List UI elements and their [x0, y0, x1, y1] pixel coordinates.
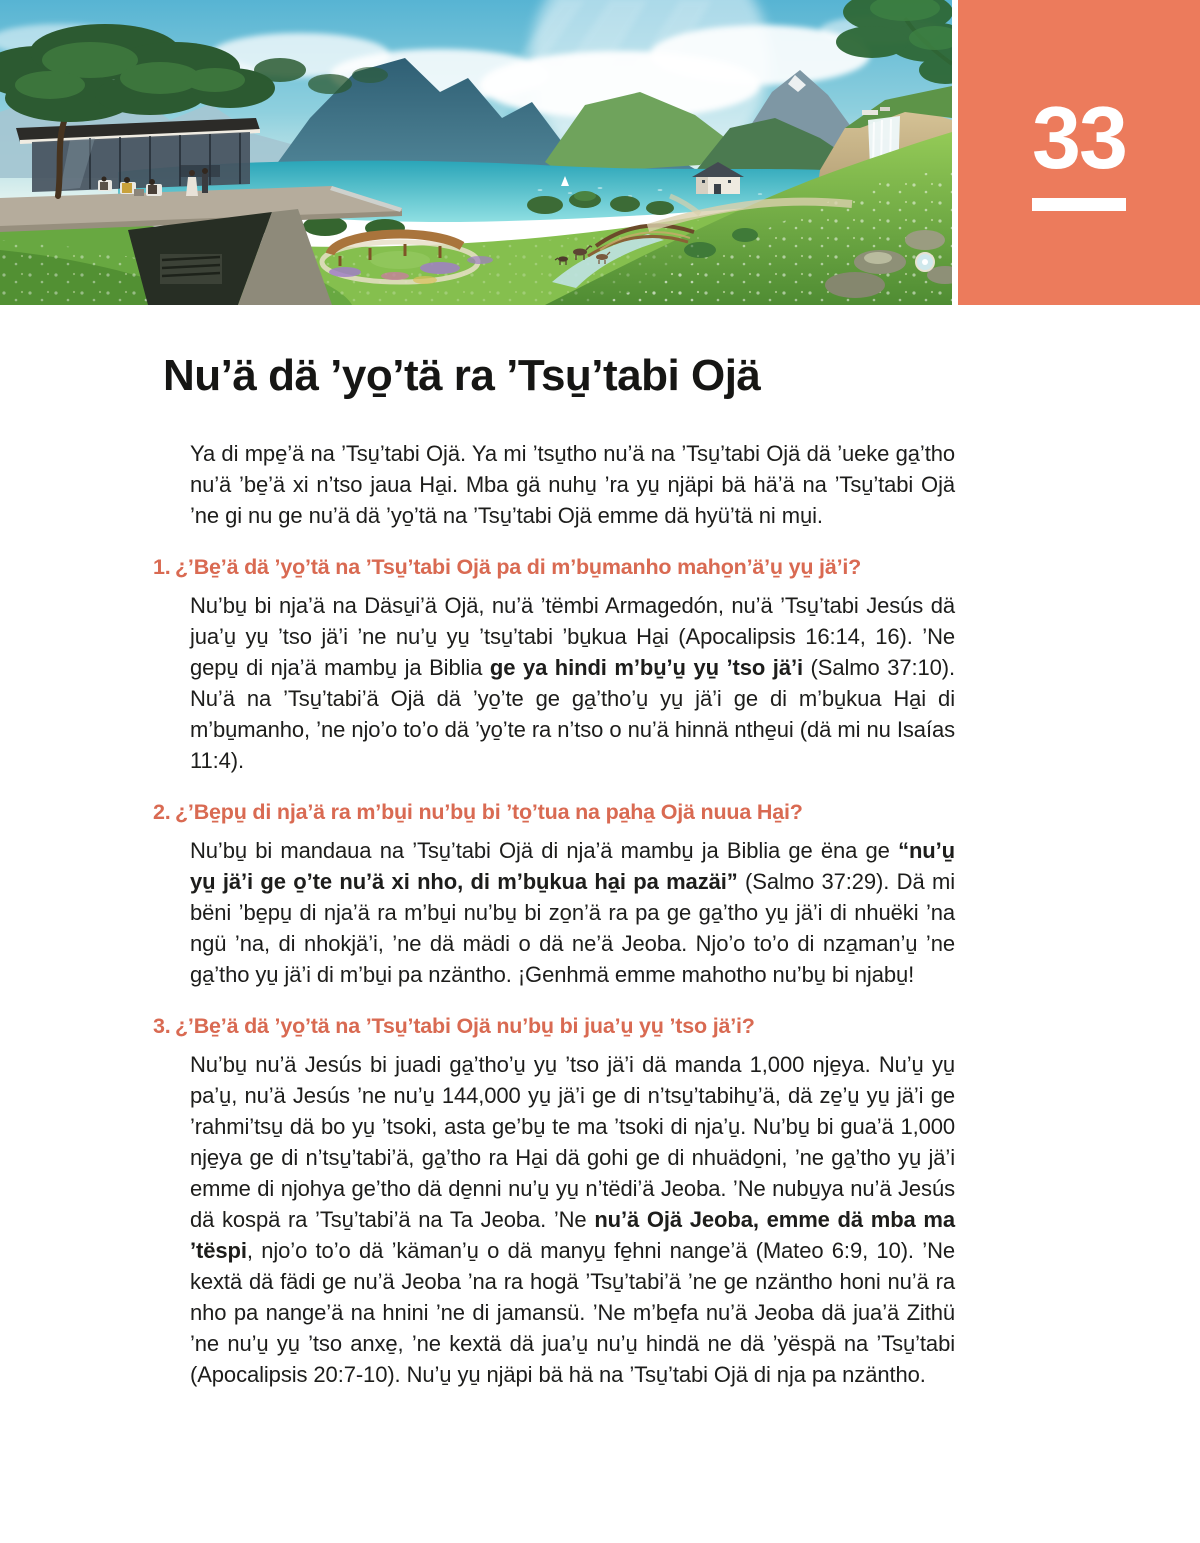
question-1-number: 1. — [153, 555, 171, 580]
question-3-text: ¿’Be̱’ä dä ’yo̱’tä na ’Tsu̱’tabi Ojä nu’bu̱ bi jua’u̱ yu̱ ’tso jä’i? — [175, 1014, 755, 1039]
chapter-underline — [1032, 198, 1126, 211]
hero-image — [0, 0, 952, 305]
chapter-number-box — [958, 0, 1200, 305]
question-2 — [153, 798, 963, 826]
question-1-text: ¿’Be̱’ä dä ’yo̱’tä na ’Tsu̱’tabi Ojä pa di m’bu̱manho maho̱n’ä’u̱ yu̱ jä’i? — [175, 555, 862, 580]
question-3-number: 3. — [153, 1014, 171, 1039]
chapter-number: 33 — [1032, 88, 1126, 187]
question-2-text: ¿’Be̱pu̱ di nja’ä ra m’bu̱i nu’bu̱ bi ’to̱’tua na pa̱ha̱ Ojä nuua Ha̱i? — [175, 800, 803, 825]
question-2-number: 2. — [153, 800, 171, 825]
question-3 — [153, 1012, 963, 1040]
intro-paragraph: Ya di mpe̱’ä na ’Tsu̱’tabi Ojä. Ya mi ’tsu̱tho nu’ä na ’Tsu̱’tabi Ojä dä ’ueke ga̱’tho nu’ä ’be̱’ä xi n’tso jaua Ha̱i. Mba gä nuhu̱ ’ra yu̱ njäpi bä hä’ä na ’Tsu̱’tabi Ojä ’ne gi nu ge nu’ä dä ’yo̱’tä na ’Tsu̱’tabi Ojä emme dä hyü’tä ni mu̱i. — [190, 441, 955, 529]
answer-paragraph-2: Nu’bu̱ bi mandaua na ’Tsu̱’tabi Ojä di nja’ä mambu̱ ja Biblia ge ëna ge “nu’u̱ yu̱ jä’i ge o̱’te nu’ä xi nho, di m’bu̱kua ha̱i pa mazäi” (Salmo 37:29). Dä mi bëni ’be̱pu̱ di nja’ä ra m’bu̱i nu’bu̱ bi zo̱n’ä ra pa ge ga̱’tho yu̱ jä’i di nhuëki ’na ngü ’na, di nhokjä’i, ’ne dä mädi o dä ne’ä Jeoba. Njo’o to’o di nza̱man’u̱ ’ne ga̱’tho yu̱ jä’i di m’bu̱i pa nzäntho. ¡Genhmä emme mahotho nu’bu̱ bi njabu̱! — [190, 838, 955, 988]
section-1 — [153, 553, 963, 776]
answer-paragraph-1: Nu’bu̱ bi nja’ä na Däsu̱i’ä Ojä, nu’ä ’tëmbi Armagedón, nu’ä ’Tsu̱’tabi Jesús dä jua’u̱ yu̱ ’tso jä’i ’ne nu’u̱ yu̱ ’tsu̱’tabi ’bu̱kua Ha̱i (Apocalipsis 16:14, 16). ’Ne gepu̱ di nja’ä mambu̱ ja Biblia ge ya hindi m’bu̱’u̱ yu̱ ’tso jä’i (Salmo 37:10). Nu’ä na ’Tsu̱’tabi’ä Ojä dä ’yo̱’te ge ga̱’tho’u̱ yu̱ jä’i ge di m’bu̱kua Ha̱i di m’bu̱manho, ’ne njo’o to’o dä ’yo̱’te ra n’tso o nu’ä hinnä nthe̱ui (dä mi nu Isaías 11:4). — [190, 593, 956, 774]
answer-paragraph-3: Nu’bu̱ nu’ä Jesús bi juadi ga̱’tho’u̱ yu̱ ’tso jä’i dä manda 1,000 nje̱ya. Nu’u̱ yu̱ pa’u̱, nu’ä Jesús ’ne nu’u̱ 144,000 yu̱ jä’i ge di n’tsu̱’tabihu̱’ä, dä ze̱’u̱ yu̱ jä’i ge ’rahmi’tsu̱ dä bo yu̱ ’tsoki, asta ge’bu̱ te ma ’tsoki di nja’u̱. Nu’bu̱ bi gua’ä 1,000 nje̱ya ge di n’tsu̱’tabi’ä, ga̱’tho ra Ha̱i dä gohi ge di nhuädo̱ni, ’ne ga̱’tho yu̱ jä’i emme di njohya ge’tho dä de̱nni nu’u̱ yu̱ n’tëdi’ä Jeoba. ’Ne nubu̱ya nu’ä Jesús dä kospä ra ’Tsu̱’tabi’ä na Ta Jeoba. ’Ne nu’ä Ojä Jeoba, emme dä mba ma ’tëspi, njo’o to’o dä ’käman’u̱ o dä manyu̱ fe̱hni nange’ä (Mateo 6:9, 10). ’Ne kextä dä fädi ge nu’ä Jeoba ’na ra hogä ’Tsu̱’tabi’ä ’ne ge nzäntho honi nu’ä ra nho pa nange’ä na hnini ’ne di jamansü. ’Ne m’be̱fa nu’ä Jeoba dä jua’ä Zithü ’ne nu’u̱ yu̱ ’tso anxe̱, ’ne kextä dä jua’u̱ nu’u̱ hindä ne dä ’yëspä na ’Tsu̱’tabi (Apocalipsis 20:7-10). Nu’u̱ yu̱ njäpi bä hä na ’Tsu̱’tabi Ojä di nja pa nzäntho. — [190, 1052, 956, 1388]
question-1 — [153, 553, 963, 581]
section-3 — [153, 1012, 963, 1390]
paradise-illustration — [0, 0, 952, 305]
page-title: Nu’ä dä ’yo̱’tä ra ’Tsu̱’tabi Ojä — [163, 351, 761, 400]
fountain — [916, 253, 934, 271]
lesson-content — [153, 351, 963, 1390]
section-2 — [153, 798, 963, 990]
